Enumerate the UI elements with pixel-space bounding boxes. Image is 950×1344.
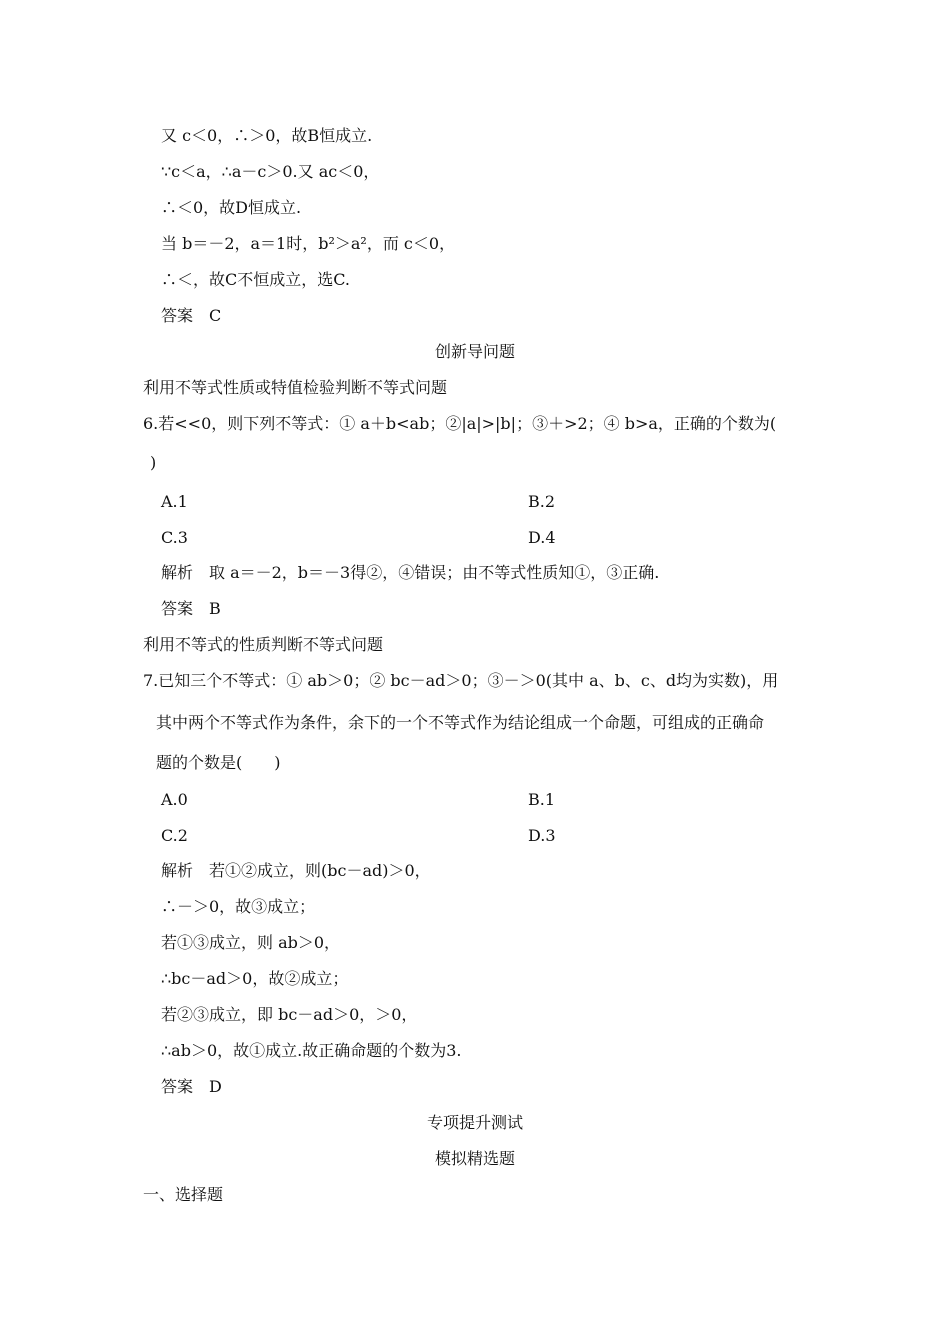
answer-line: 答案 B	[161, 599, 221, 618]
section-heading: 模拟精选题	[434, 1149, 515, 1168]
text-line: ∵c＜a，∴a－c＞0.又 ac＜0，	[161, 162, 380, 181]
question-text: 题的个数是( )	[156, 753, 281, 772]
text-line: 当 b＝－2，a＝1时，b²＞a²，而 c＜0，	[161, 234, 456, 253]
option-c: C.3	[161, 528, 188, 547]
text-line: ∴－＞0，故③成立；	[161, 897, 316, 916]
analysis-line: 解析 若①②成立，则(bc－ad)＞0，	[161, 861, 431, 880]
option-d: D.4	[528, 528, 556, 547]
question-text: 7.已知三个不等式：① ab＞0；② bc－ad＞0；③－＞0(其中 a、b、c、d均为实数)，用	[143, 671, 779, 690]
section-heading: 专项提升测试	[426, 1113, 523, 1132]
option-a: A.1	[161, 492, 188, 511]
text-line: ∴＜，故C不恒成立，选C.	[161, 270, 351, 289]
topic-heading: 利用不等式的性质判断不等式问题	[143, 635, 384, 654]
option-d: D.3	[528, 826, 556, 845]
text-line: 若①③成立，则 ab＞0，	[161, 933, 341, 952]
question-text: )	[150, 453, 157, 472]
option-c: C.2	[161, 826, 188, 845]
section-heading: 创新导问题	[434, 342, 515, 361]
text-line: 又 c＜0，∴＞0，故B恒成立.	[161, 126, 373, 145]
text-line: 若②③成立，即 bc－ad＞0，＞0，	[161, 1005, 418, 1024]
option-b: B.1	[528, 790, 556, 809]
answer-line: 答案 D	[161, 1077, 222, 1096]
question-text: 6.若<<0，则下列不等式：① a＋b<ab；②|a|>|b|；③＋>2；④ b>a，正确的个数为(	[143, 414, 777, 433]
topic-heading: 利用不等式性质或特值检验判断不等式问题	[143, 378, 448, 397]
text-line: ∴bc－ad＞0，故②成立；	[161, 969, 349, 988]
text-line: ∴ab＞0，故①成立.故正确命题的个数为3.	[161, 1041, 462, 1060]
option-b: B.2	[528, 492, 556, 511]
text-line: ∴＜0，故D恒成立.	[161, 198, 302, 217]
analysis-line: 解析 取 a＝－2，b＝－3得②，④错误；由不等式性质知①，③正确.	[161, 563, 660, 582]
question-text: 其中两个不等式作为条件，余下的一个不等式作为结论组成一个命题，可组成的正确命	[156, 713, 765, 732]
option-a: A.0	[161, 790, 188, 809]
answer-line: 答案 C	[161, 306, 222, 325]
section-heading: 一、选择题	[143, 1185, 224, 1204]
